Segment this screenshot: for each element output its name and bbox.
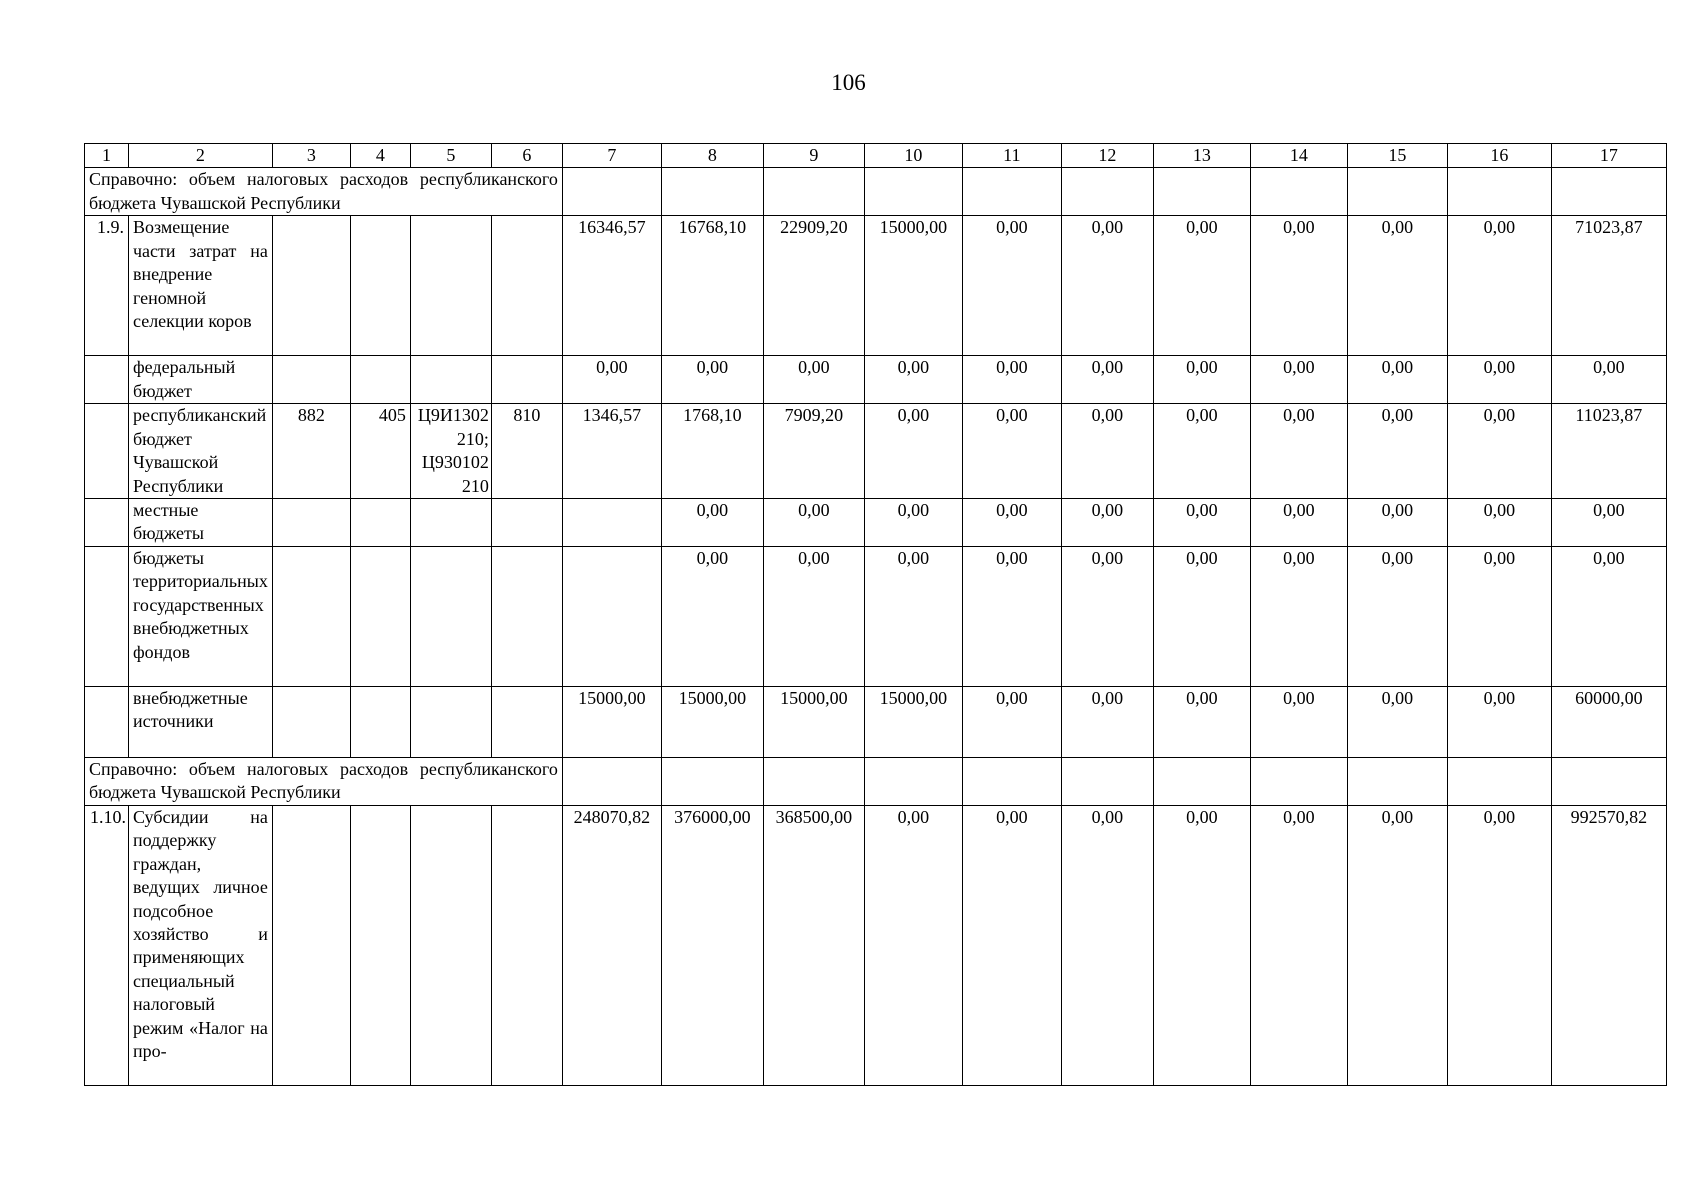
empty-cell <box>272 687 350 758</box>
empty-cell <box>661 758 763 806</box>
empty-cell <box>562 168 661 216</box>
value-cell: 0,00 <box>1061 547 1153 687</box>
reference-text: Справочно: объем налоговых расходов республиканского бюджета Чувашской Республики <box>85 758 563 806</box>
empty-cell <box>350 547 410 687</box>
value-cell: 1346,57 <box>562 404 661 499</box>
header-cell: 9 <box>763 144 864 168</box>
table-row <box>85 547 1667 687</box>
header-cell: 16 <box>1447 144 1551 168</box>
value-cell: 0,00 <box>1447 404 1551 499</box>
value-cell: 0,00 <box>1061 687 1153 758</box>
value-cell: 0,00 <box>562 356 661 404</box>
empty-cell <box>272 216 350 356</box>
value-cell: 0,00 <box>1347 404 1447 499</box>
reference-text: Справочно: объем налоговых расходов республиканского бюджета Чувашской Республики <box>85 168 563 216</box>
value-cell: 0,00 <box>1153 499 1250 547</box>
value-cell: 992570,82 <box>1551 806 1666 1086</box>
value-cell: 0,00 <box>1551 499 1666 547</box>
value-cell: 0,00 <box>1447 216 1551 356</box>
value-cell: 15000,00 <box>661 687 763 758</box>
value-cell: 0,00 <box>1250 499 1347 547</box>
empty-cell <box>1250 758 1347 806</box>
value-cell: 376000,00 <box>661 806 763 1086</box>
header-cell: 12 <box>1061 144 1153 168</box>
empty-cell <box>350 216 410 356</box>
value-cell: 0,00 <box>1153 356 1250 404</box>
value-cell: 0,00 <box>1061 356 1153 404</box>
value-cell: 0,00 <box>1347 687 1447 758</box>
value-cell: 0,00 <box>1153 687 1250 758</box>
value-cell: 0,00 <box>763 547 864 687</box>
header-cell: 8 <box>661 144 763 168</box>
header-cell: 7 <box>562 144 661 168</box>
empty-cell <box>1061 758 1153 806</box>
empty-cell <box>272 499 350 547</box>
row-name: Возмещение части затрат на внедрение геномной селекции коров <box>129 216 273 356</box>
empty-cell <box>85 499 129 547</box>
value-cell: 0,00 <box>864 404 962 499</box>
header-cell: 13 <box>1153 144 1250 168</box>
value-cell: 1768,10 <box>661 404 763 499</box>
empty-cell <box>410 806 491 1086</box>
header-cell: 14 <box>1250 144 1347 168</box>
header-cell: 17 <box>1551 144 1666 168</box>
value-cell <box>562 499 661 547</box>
code-cell: Ц9И1302 210; Ц930102 210 <box>410 404 491 499</box>
value-cell: 0,00 <box>864 547 962 687</box>
empty-cell <box>272 356 350 404</box>
value-cell: 0,00 <box>1153 216 1250 356</box>
empty-cell <box>491 687 562 758</box>
code-cell: 882 <box>272 404 350 499</box>
empty-cell <box>410 216 491 356</box>
empty-cell <box>1347 168 1447 216</box>
value-cell: 0,00 <box>1447 499 1551 547</box>
value-cell: 15000,00 <box>562 687 661 758</box>
value-cell: 0,00 <box>1447 547 1551 687</box>
value-cell: 0,00 <box>962 547 1061 687</box>
header-cell: 3 <box>272 144 350 168</box>
empty-cell <box>410 547 491 687</box>
value-cell: 0,00 <box>1061 806 1153 1086</box>
empty-cell <box>350 687 410 758</box>
empty-cell <box>85 547 129 687</box>
row-number: 1.9. <box>85 216 129 356</box>
value-cell: 0,00 <box>1551 356 1666 404</box>
value-cell: 0,00 <box>962 687 1061 758</box>
header-cell: 6 <box>491 144 562 168</box>
value-cell: 368500,00 <box>763 806 864 1086</box>
value-cell: 22909,20 <box>763 216 864 356</box>
empty-cell <box>491 499 562 547</box>
value-cell: 0,00 <box>1153 404 1250 499</box>
value-cell: 248070,82 <box>562 806 661 1086</box>
value-cell: 0,00 <box>661 356 763 404</box>
empty-cell <box>1447 758 1551 806</box>
empty-cell <box>962 168 1061 216</box>
empty-cell <box>1153 758 1250 806</box>
row-name: Субсидии на поддержку граждан, ведущих личное подсобное хозяйство и применяющих специальный налоговый режим «Налог на про- <box>129 806 273 1086</box>
value-cell: 0,00 <box>1347 806 1447 1086</box>
header-cell: 11 <box>962 144 1061 168</box>
value-cell: 0,00 <box>1347 356 1447 404</box>
header-cell: 1 <box>85 144 129 168</box>
header-cell: 5 <box>410 144 491 168</box>
value-cell: 0,00 <box>1250 356 1347 404</box>
empty-cell <box>1061 168 1153 216</box>
table-row <box>85 404 1667 499</box>
empty-cell <box>350 499 410 547</box>
empty-cell <box>85 404 129 499</box>
table-row <box>85 356 1667 404</box>
value-cell: 0,00 <box>1061 216 1153 356</box>
code-cell: 405 <box>350 404 410 499</box>
value-cell: 0,00 <box>1153 806 1250 1086</box>
table-row <box>85 806 1667 1086</box>
value-cell: 0,00 <box>864 356 962 404</box>
value-cell: 60000,00 <box>1551 687 1666 758</box>
header-cell: 4 <box>350 144 410 168</box>
header-cell: 10 <box>864 144 962 168</box>
empty-cell <box>491 547 562 687</box>
value-cell: 11023,87 <box>1551 404 1666 499</box>
value-cell: 0,00 <box>864 806 962 1086</box>
value-cell: 0,00 <box>1447 687 1551 758</box>
value-cell: 16346,57 <box>562 216 661 356</box>
empty-cell <box>562 758 661 806</box>
table-row <box>85 216 1667 356</box>
value-cell: 0,00 <box>962 806 1061 1086</box>
value-cell: 0,00 <box>1250 687 1347 758</box>
row-name: республиканский бюджет Чувашской Республики <box>129 404 273 499</box>
value-cell: 0,00 <box>1250 404 1347 499</box>
header-row <box>85 144 1667 168</box>
value-cell: 0,00 <box>661 499 763 547</box>
row-number: 1.10. <box>85 806 129 1086</box>
value-cell: 0,00 <box>1061 404 1153 499</box>
value-cell: 0,00 <box>1347 216 1447 356</box>
code-cell: 810 <box>491 404 562 499</box>
value-cell: 16768,10 <box>661 216 763 356</box>
value-cell: 0,00 <box>1153 547 1250 687</box>
empty-cell <box>1250 168 1347 216</box>
empty-cell <box>1347 758 1447 806</box>
value-cell: 0,00 <box>962 499 1061 547</box>
empty-cell <box>1551 758 1666 806</box>
empty-cell <box>1153 168 1250 216</box>
empty-cell <box>272 806 350 1086</box>
value-cell: 0,00 <box>1447 356 1551 404</box>
value-cell: 0,00 <box>1551 547 1666 687</box>
reference-row <box>85 168 1667 216</box>
value-cell: 0,00 <box>1250 806 1347 1086</box>
header-cell: 15 <box>1347 144 1447 168</box>
empty-cell <box>410 356 491 404</box>
empty-cell <box>85 356 129 404</box>
value-cell: 15000,00 <box>864 687 962 758</box>
row-name: местные бюджеты <box>129 499 273 547</box>
value-cell: 0,00 <box>962 356 1061 404</box>
value-cell: 0,00 <box>864 499 962 547</box>
empty-cell <box>85 687 129 758</box>
value-cell: 0,00 <box>1250 547 1347 687</box>
value-cell: 0,00 <box>1347 547 1447 687</box>
value-cell: 0,00 <box>1447 806 1551 1086</box>
row-name: федеральный бюджет <box>129 356 273 404</box>
value-cell: 0,00 <box>1061 499 1153 547</box>
empty-cell <box>410 499 491 547</box>
value-cell: 0,00 <box>661 547 763 687</box>
header-cell: 2 <box>129 144 273 168</box>
value-cell: 7909,20 <box>763 404 864 499</box>
value-cell: 0,00 <box>1250 216 1347 356</box>
empty-cell <box>350 806 410 1086</box>
empty-cell <box>661 168 763 216</box>
empty-cell <box>491 216 562 356</box>
empty-cell <box>491 356 562 404</box>
empty-cell <box>763 758 864 806</box>
page-number: 106 <box>831 70 866 95</box>
value-cell: 0,00 <box>962 404 1061 499</box>
table-row <box>85 499 1667 547</box>
empty-cell <box>1551 168 1666 216</box>
table-row <box>85 687 1667 758</box>
value-cell: 0,00 <box>962 216 1061 356</box>
value-cell: 15000,00 <box>864 216 962 356</box>
value-cell: 71023,87 <box>1551 216 1666 356</box>
row-name: внебюджетные источники <box>129 687 273 758</box>
reference-row <box>85 758 1667 806</box>
empty-cell <box>491 806 562 1086</box>
empty-cell <box>410 687 491 758</box>
empty-cell <box>272 547 350 687</box>
value-cell: 15000,00 <box>763 687 864 758</box>
empty-cell <box>1447 168 1551 216</box>
empty-cell <box>962 758 1061 806</box>
budget-table <box>84 143 1667 1086</box>
empty-cell <box>763 168 864 216</box>
empty-cell <box>864 168 962 216</box>
value-cell <box>562 547 661 687</box>
empty-cell <box>350 356 410 404</box>
value-cell: 0,00 <box>763 356 864 404</box>
value-cell: 0,00 <box>763 499 864 547</box>
empty-cell <box>864 758 962 806</box>
row-name: бюджеты территориальных государственных внебюджетных фондов <box>129 547 273 687</box>
value-cell: 0,00 <box>1347 499 1447 547</box>
